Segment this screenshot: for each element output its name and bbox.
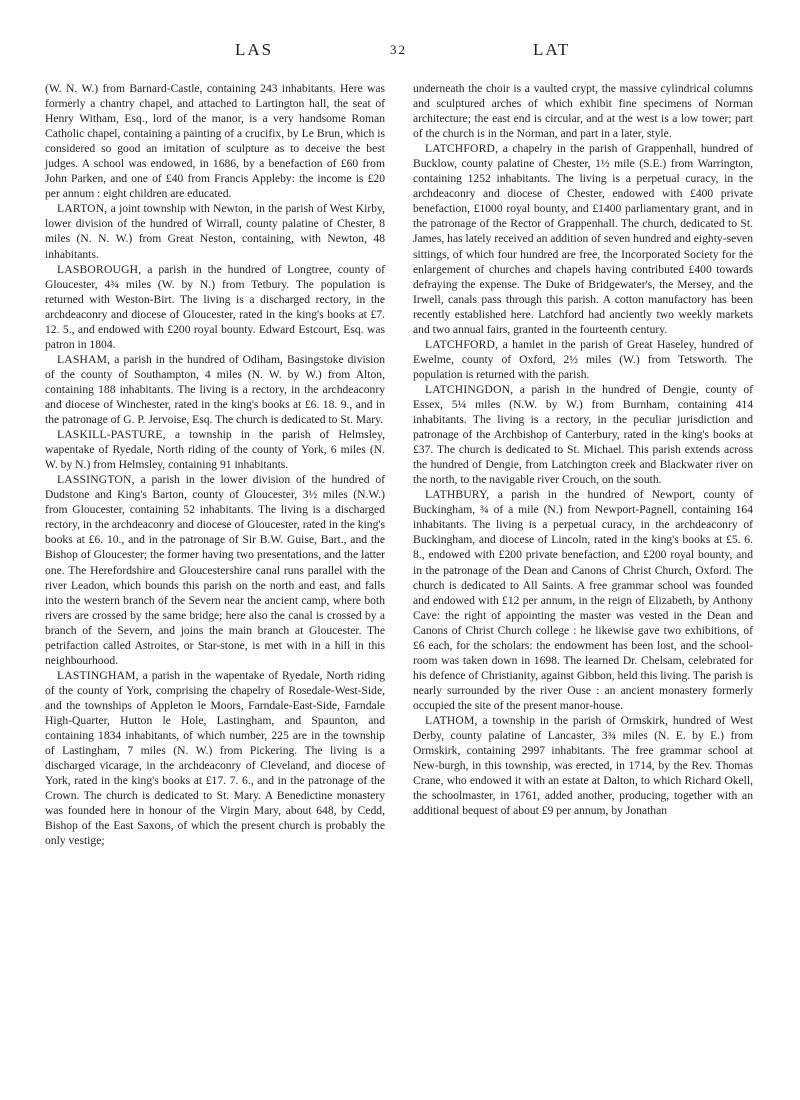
entry-headword: LASTINGHAM, [57,668,139,682]
page-header [45,40,755,64]
gazetteer-entry-latchford-hamlet: LATCHFORD, a hamlet in the parish of Great Haseley, hundred of Ewelme, county of Oxford, 2½ miles (W.) from Tetsworth. The population is returned with the parish. [413,337,753,381]
gazetteer-entry-latchingdon: LATCHINGDON, a parish in the hundred of Dengie, county of Essex, 5¼ miles (N.W. by W.) from Burnham, containing 414 inhabitants. The living is a rectory, in the peculiar jurisdiction and patronage of the Archbishop of Canterbury, rated in the king's books at £37. The church is dedicated to St. Michael. This parish extends across the hundred of Dengie, from Latchington creek and Blackwater river on the north, to the navigable river Crouch, on the south. [413,382,753,487]
entry-headword: LARTON, [57,202,108,216]
gazetteer-entry-lathbury: LATHBURY, a parish in the hundred of Newport, county of Buckingham, ¾ of a mile (N.) from Newport-Pagnell, containing 164 inhabitants. The living is a perpetual curacy, in the archdeaconry of Buckingham, and diocese of Lincoln, rated in the king's books at £5. 6. 8., endowed with £200 private benefaction, and £200 royal bounty, and in the patronage of the Dean and Canons of Christ Church, Oxford. The church is dedicated to All Saints. A free grammar school was founded and endowed with £12 per annum, in the reign of Elizabeth, by Anthony Cave: the right of appointing the master was vested in the Dean and Canons of Christ Church college : he likewise gave two exhibitions, of £6 each, for the scholars: the endowment has been lost, and the school-room was taken down in 1698. The learned Dr. Chelsam, celebrated for his defence of Christianity, against Gibbon, held this living. The parish is nearly surrounded by the river Ouse : an ancient monastery formerly occupied the site of the present manor-house. [413,488,753,712]
gazetteer-entry-lasborough: LASBOROUGH, a parish in the hundred of Longtree, county of Gloucester, 4¾ miles (W. by N.) from Tetbury. The population is returned with Weston-Birt. The living is a discharged rectory, in the archdeaconry and diocese of Gloucester, rated in the king's books at £7. 12. 5., and endowed with £200 royal bounty. Edward Estcourt, Esq. was patron in 1804. [45,262,385,351]
gazetteer-entry-lathom: LATHOM, a township in the parish of Ormskirk, hundred of West Derby, county palatine of Lancaster, 3¾ miles (N. E. by E.) from Ormskirk, containing 2997 inhabitants. The free grammar school at New-burgh, in this township, was erected, in 1714, by the Rev. Thomas Crane, who endowed it with an estate at Dalton, to which Richard Okell, the schoolmaster, in 1761, added another, producing, together with an additional bequest of about £9 per annum, by Jonathan [413,713,753,818]
gazetteer-entry-latchford-chapelry: LATCHFORD, a chapelry in the parish of Grappenhall, hundred of Bucklow, county palatine of Chester, 1½ mile (S.E.) from Warrington, containing 1252 inhabitants. The living is a perpetual curacy, in the archdeaconry and diocese of Chester, endowed with £400 private benefaction, £1000 royal bounty, and £1400 parliamentary grant, and in the patronage of the Rector of Grappenhall. The church, dedicated to St. James, has lately received an addition of seven hundred and eighty-seven sittings, of which four hundred are free, the Incorporated Society for the enlargement of churches and chapels having contributed £400 towards defraying the expense. The Duke of Bridgewater's, the Mersey, and the Irwell, canals pass through this parish. A cotton manufactory has been recently established here. Latchford had anciently two weekly markets and two annual fairs, granted in the fourteenth century. [413,142,753,336]
gazetteer-entry-lasham: LASHAM, a parish in the hundred of Odiham, Basingstoke division of the county of Southampton, 4 miles (N. W. by W.) from Alton, containing 188 inhabitants. The living is a rectory, in the archdeaconry and diocese of Winchester, rated in the king's books at £6. 18. 9., and in the patronage of G. P. Jervoise, Esq. The church is dedicated to St. Mary. [45,352,385,427]
left-column [45,81,385,848]
right-column [413,81,753,818]
gazetteer-entry-laskill-pasture: LASKILL-PASTURE, a township in the parish of Helmsley, wapentake of Ryedale, North riding of the county of York, 6 miles (N. W. by N.) from Helmsley, containing 91 inhabitants. [45,428,385,472]
entry-headword: LATHBURY, [425,488,490,502]
entry-headword: LASKILL-PASTURE, [57,428,166,442]
entry-headword: LATCHFORD, [425,142,499,156]
entry-continuation: underneath the choir is a vaulted crypt, the massive cylindrical columns and sculptured arches of which exhibit fine specimens of Norman architecture; the east end is circular, and at the west is a low tower; part of the church is in the Norman, and part in a later, style. [413,82,753,141]
page-number: 32 [390,42,407,57]
entry-headword: LASSINGTON, [57,473,135,487]
entry-headword: LATCHINGDON, [425,382,514,396]
entry-headword: LATCHFORD, [425,337,499,351]
gazetteer-entry-lassington: LASSINGTON, a parish in the lower division of the hundred of Dudstone and King's Barton, county of Gloucester, 3½ miles (N.W.) from Gloucester, containing 52 inhabitants. The living is a discharged rectory, in the archdeaconry and diocese of Gloucester, rated in the king's books at £6. 10., and in the patronage of Sir B.W. Guise, Bart., and the Bishop of Gloucester; the former having two presentations, and the latter one. The Herefordshire and Gloucestershire canal runs parallel with the river Leadon, which bounds this parish on the north and east, and falls into the western branch of the Severn near the ancient camp, where both rivers are crossed by the same bridge; here also the canal is crossed by a branch of the Severn, and joins the main branch at Gloucester. The petrifaction called Astroites, or Star-stone, is met with in a hill in this neighbourhood. [45,473,385,667]
entry-headword: LASHAM, [57,352,111,366]
entry-continuation: (W. N. W.) from Barnard-Castle, containing 243 inhabitants. Here was formerly a chantry chapel, and attached to Lartington hall, the seat of Henry Witham, Esq., lord of the manor, is a very handsome Roman Catholic chapel, containing a painting of a crucifix, by Le Brun, which is considered so good an imitation of sculpture as to deceive the best judges. A school was endowed, in 1686, by a benefaction of £60 from John Parken, and one of £40 from Francis Appleby: the income is £20 per annum : eight children are educated. [45,82,385,201]
entry-headword: LASBOROUGH, [57,262,142,276]
gazetteer-entry-larton: LARTON, a joint township with Newton, in the parish of West Kirby, lower division of the hundred of Wirrall, county palatine of Chester, 8 miles (N. N. W.) from Great Neston, containing, with Newton, 48 inhabitants. [45,202,385,261]
running-head-left: LAS [235,40,274,59]
entry-headword: LATHOM, [425,713,478,727]
gazetteer-entry-lastingham: LASTINGHAM, a parish in the wapentake of Ryedale, North riding of the county of York, comprising the chapelry of Rosedale-West-Side, and the townships of Appleton le Moors, Farndale-East-Side, Farndale High-Quarter, Hutton le Hole, Lastingham, and Spaunton, and containing 1834 inhabitants, of which number, 225 are in the township of Lastingham, 7 miles (N. W.) from Pickering. The living is a discharged vicarage, in the archdeaconry of Cleveland, and diocese of York, rated in the king's books at £17. 7. 6., and in the patronage of the Crown. The church is dedicated to St. Mary. A Benedictine monastery was founded here in honour of the Virgin Mary, about 648, by Cedd, Bishop of the East Saxons, of which the present church is probably the only vestige; [45,668,385,848]
running-head-right: LAT [533,40,571,59]
